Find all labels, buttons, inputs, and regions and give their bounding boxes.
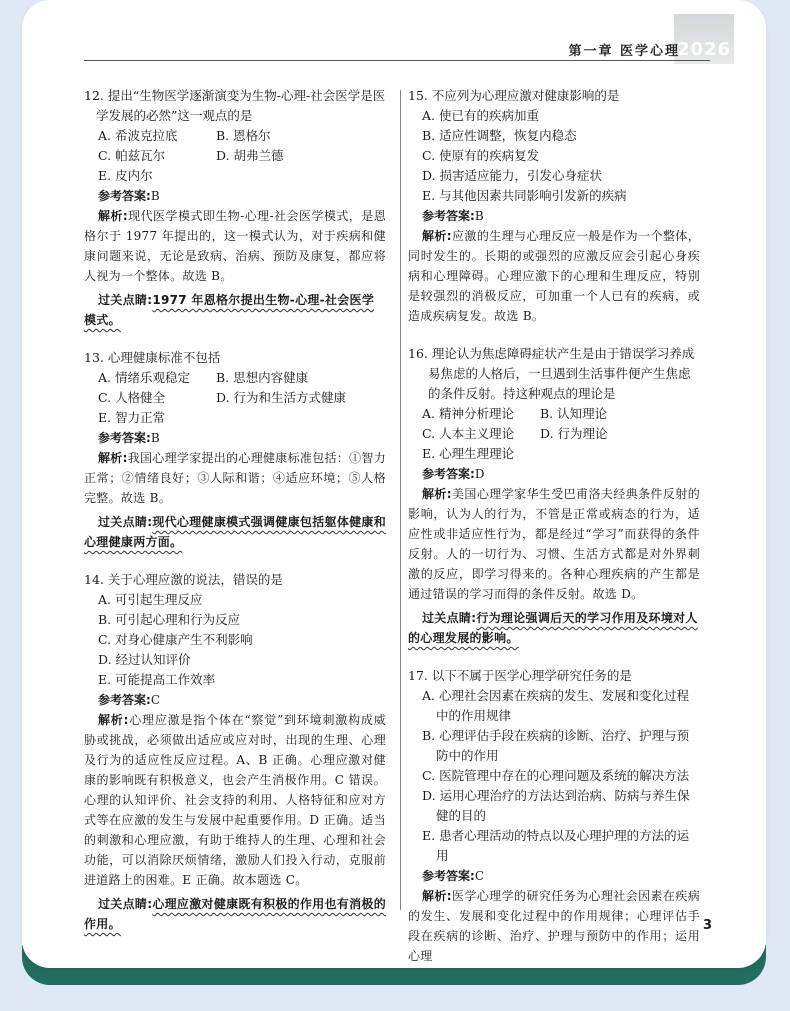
reference-answer <box>408 866 700 886</box>
option: C. 对身心健康产生不利影响 <box>98 632 253 647</box>
option: A. 心理社会因素在疾病的发生、发展和变化过程中的作用规律 <box>422 688 689 723</box>
question-stem: 17. 以下不属于医学心理学研究任务的是 <box>408 668 632 683</box>
option: D. 经过认知评价 <box>98 652 191 667</box>
option: B. 心理评估手段在疾病的诊断、治疗、护理与预防中的作用 <box>422 728 690 763</box>
option-row <box>408 404 700 424</box>
left-column <box>84 86 386 952</box>
key-point <box>408 608 700 648</box>
question-block <box>408 344 700 648</box>
option-row <box>84 368 386 388</box>
chapter-title: 第一章 医学心理 <box>568 44 680 59</box>
right-column <box>408 86 700 984</box>
explanation-label: 解析: <box>422 889 452 903</box>
answer-value: B <box>150 431 160 445</box>
option-list <box>408 686 700 866</box>
answer-value: B <box>474 209 484 223</box>
option: B. 思想内容健康 <box>216 370 309 385</box>
option-list <box>408 444 700 464</box>
answer-label: 参考答案: <box>422 869 475 883</box>
option: D. 行为和生活方式健康 <box>216 390 347 405</box>
option: C. 使原有的疾病复发 <box>422 148 540 163</box>
explanation-label: 解析: <box>98 713 129 727</box>
option: E. 患者心理活动的特点以及心理护理的方法的运用 <box>422 828 690 863</box>
reference-answer <box>408 464 700 484</box>
answer-value: B <box>150 189 160 203</box>
option: C. 医院管理中存在的心理问题及系统的解决方法 <box>422 768 690 783</box>
answer-label: 参考答案: <box>98 431 151 445</box>
key-point <box>84 290 386 330</box>
reference-answer <box>84 186 386 206</box>
question-block <box>84 86 386 330</box>
key-point-text: 现代心理健康模式强调健康包括躯体健康和心理健康两方面。 <box>84 515 387 549</box>
reference-answer <box>84 690 386 710</box>
option: A. 希波克拉底 <box>98 128 178 143</box>
reference-answer <box>408 206 700 226</box>
explanation-label: 解析: <box>422 229 452 243</box>
option-list <box>84 166 386 186</box>
reference-answer <box>84 428 386 448</box>
question-stem: 16. 理论认为焦虑障碍症状产生是由于错误学习养成易焦虑的人格后，一旦遇到生活事件便产生焦虑的条件反射。持这种观点的理论是 <box>408 346 695 401</box>
explanation-label: 解析: <box>422 487 452 501</box>
option-row <box>84 126 386 146</box>
option: A. 使已有的疾病加重 <box>422 108 539 123</box>
option: E. 皮内尔 <box>98 168 153 183</box>
year-watermark: 2026 <box>674 14 734 64</box>
page-number: 3 <box>702 918 712 933</box>
explanation-text: 应激的生理与心理反应一般是作为一个整体，同时发生的。长期的或强烈的应激反应会引起心身疾病和心理障碍。心理应激下的心理和生理反应，特别是较强烈的消极反应，可加重一个人已有的疾病，或造成疾病复发。故选 B。 <box>408 229 700 323</box>
option: E. 与其他因素共同影响引发新的疾病 <box>422 188 627 203</box>
answer-value: C <box>150 693 160 707</box>
explanation <box>84 710 386 890</box>
key-point-label: 过关点睛: <box>98 515 153 529</box>
option: D. 运用心理治疗的方法达到治病、防病与养生保健的目的 <box>422 788 690 823</box>
option: E. 心理生理理论 <box>422 446 515 461</box>
column-divider <box>400 90 401 910</box>
explanation-text: 医学心理学的研究任务为心理社会因素在疾病的发生、发展和变化过程中的作用规律；心理评估手段在疾病的诊断、治疗、护理与预防中的作用；运用心理 <box>408 889 700 963</box>
explanation <box>408 886 700 966</box>
option-row <box>84 388 386 408</box>
question-stem: 13. 心理健康标准不包括 <box>84 350 221 365</box>
option: E. 可能提高工作效率 <box>98 672 216 687</box>
option: E. 智力正常 <box>98 410 166 425</box>
option: D. 行为理论 <box>540 426 608 441</box>
key-point-label: 过关点睛: <box>422 611 477 625</box>
option: C. 人格健全 <box>98 390 166 405</box>
option: D. 胡弗兰德 <box>216 148 284 163</box>
answer-label: 参考答案: <box>98 189 151 203</box>
option: B. 适应性调整，恢复内稳态 <box>422 128 577 143</box>
explanation-label: 解析: <box>98 209 128 223</box>
answer-value: D <box>474 467 485 481</box>
option-list <box>408 106 700 206</box>
explanation-text: 现代医学模式即生物-心理-社会医学模式，是恩格尔于 1977 年提出的，这一模式认为，对于疾病和健康问题来说，无论是致病、治病、预防及康复，都应将人视为一个整体。故选 B。 <box>84 209 386 283</box>
question-block <box>408 666 700 966</box>
key-point <box>84 894 386 934</box>
option: C. 帕兹瓦尔 <box>98 148 166 163</box>
explanation <box>84 206 386 286</box>
option: B. 恩格尔 <box>216 128 271 143</box>
answer-value: C <box>474 869 484 883</box>
option: C. 人本主义理论 <box>422 426 515 441</box>
explanation-text: 心理应激是指个体在“察觉”到环境刺激构成威胁或挑战，必须做出适应或应对时，出现的生理、心理及行为的适应性反应过程。A、B 正确。心理应激对健康的影响既有积极意义，也会产生消极作用。C 错误。心理的认知评价、社会支持的利用、人格特征和应对方式等在应激的发生与发展中起重要作用。D 正确。适当的刺激和心理应激，有助于维持人的生理、心理和社会功能，可以消除厌烦情绪，激励人们投入行动，克服前进道路上的困难。E 正确。故本题选 C。 <box>84 713 386 887</box>
option-row <box>84 146 386 166</box>
option: A. 情绪乐观稳定 <box>98 370 190 385</box>
option: B. 认知理论 <box>540 406 608 421</box>
question-block <box>408 86 700 326</box>
key-point-label: 过关点睛: <box>98 293 153 307</box>
question-block <box>84 570 386 934</box>
option: D. 损害适应能力，引发心身症状 <box>422 168 603 183</box>
explanation-text: 我国心理学家提出的心理健康标准包括：①智力正常；②情绪良好；③人际和谐；④适应环境；⑤人格完整。故选 B。 <box>84 451 387 505</box>
key-point-text: 1977 年恩格尔提出生物-心理-社会医学模式。 <box>84 293 375 327</box>
question-stem: 15. 不应列为心理应激对健康影响的是 <box>408 88 620 103</box>
option-list <box>84 408 386 428</box>
explanation-text: 美国心理学家华生受巴甫洛夫经典条件反射的影响，认为人的行为，不管是正常或病态的行为，适应性或非适应性行为，都是经过“学习”而获得的条件反射。人的一切行为、习惯、生活方式都是对外界刺激的反应，即学习得来的。各种心理疾病的产生都是通过错误的学习而得的条件反射。故选 D。 <box>408 487 700 601</box>
key-point <box>84 512 386 552</box>
header-rule <box>84 60 710 61</box>
explanation <box>84 448 386 508</box>
question-block <box>84 348 386 552</box>
key-point-text: 行为理论强调后天的学习作用及环境对人的心理发展的影响。 <box>408 611 698 645</box>
option-row <box>408 424 700 444</box>
key-point-label: 过关点睛: <box>98 897 153 911</box>
explanation <box>408 484 700 604</box>
option: A. 精神分析理论 <box>422 406 514 421</box>
answer-label: 参考答案: <box>98 693 151 707</box>
question-stem: 12. 提出“生物医学逐渐演变为生物-心理-社会医学是医学发展的必然”这一观点的是 <box>84 88 386 123</box>
explanation <box>408 226 700 326</box>
question-stem: 14. 关于心理应激的说法，错误的是 <box>84 572 283 587</box>
answer-label: 参考答案: <box>422 209 475 223</box>
option: B. 可引起心理和行为反应 <box>98 612 241 627</box>
explanation-label: 解析: <box>98 451 128 465</box>
option: A. 可引起生理反应 <box>98 592 203 607</box>
answer-label: 参考答案: <box>422 467 475 481</box>
key-point-text: 心理应激对健康既有积极的作用也有消极的作用。 <box>84 897 387 931</box>
option-list <box>84 590 386 690</box>
